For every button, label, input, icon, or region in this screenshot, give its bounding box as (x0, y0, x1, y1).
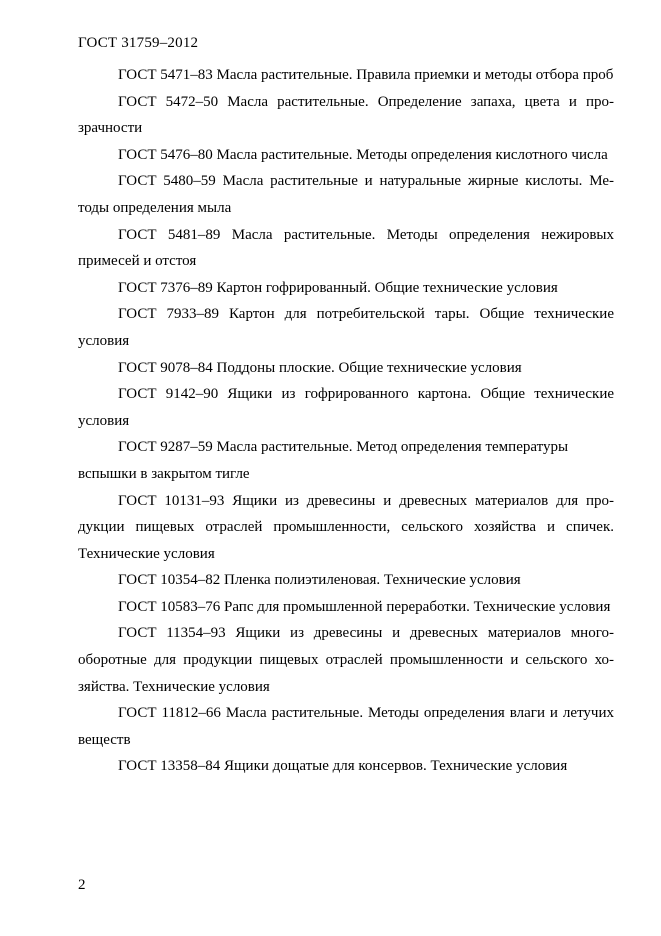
reference-title: Пленка полиэтиленовая. Технические условия (223, 572, 521, 589)
reference-title: Ящики из древесины и древесных материалов для продукции пищевых отраслей промышленности, сельского хозяйства и спичек. Технические условия (78, 492, 615, 562)
reference-code: ГОСТ 13358–84 (118, 758, 221, 775)
reference-title: Масла растительные. Методы определения влаги и летучих веществ (78, 705, 614, 748)
reference-item (78, 168, 614, 221)
reference-title: Поддоны плоские. Общие технические условия (216, 359, 522, 376)
reference-code: ГОСТ 7933–89 (118, 306, 219, 323)
reference-title: Картон гофрированный. Общие технические условия (216, 279, 558, 296)
reference-item (78, 488, 614, 568)
reference-item (78, 142, 614, 169)
reference-title: Картон для потребительской тары. Общие технические условия (78, 306, 614, 349)
reference-title: Ящики из древесины и древесных материалов многооборотные для продукции пищевых отраслей промышленности и сельского хозяйства. Технические условия (78, 625, 614, 695)
reference-code: ГОСТ 5471–83 (118, 67, 213, 83)
reference-item (78, 434, 614, 487)
reference-item (78, 567, 614, 594)
reference-title: Ящики из гофрированного картона. Общие технические условия (78, 386, 615, 429)
reference-code: ГОСТ 5472–50 (118, 93, 219, 110)
reference-code: ГОСТ 11354–93 (118, 625, 226, 642)
reference-code: ГОСТ 11812–66 (118, 705, 221, 722)
reference-title: Рапс для промышленной переработки. Технические условия (223, 598, 611, 615)
reference-item (78, 381, 614, 434)
reference-code: ГОСТ 5476–80 (118, 146, 213, 163)
reference-code: ГОСТ 7376–89 (118, 279, 213, 296)
reference-title: Масла растительные. Определение запаха, цвета и прозрачности (78, 93, 615, 137)
reference-item (78, 355, 614, 382)
reference-code: ГОСТ 9287–59 (118, 439, 213, 456)
reference-code: ГОСТ 10131–93 (118, 492, 225, 509)
page-number: 2 (78, 877, 86, 893)
reference-item (78, 620, 614, 700)
reference-item (78, 301, 614, 354)
reference-code: ГОСТ 9078–84 (118, 359, 213, 376)
reference-title: Масла растительные и натуральные жирные кислоты. Методы определения мыла (78, 173, 614, 216)
reference-title: Масла растительные. Методы определения нежировых примесей и отстоя (78, 226, 615, 270)
reference-item (78, 62, 614, 89)
reference-title: Масла растительные. Метод определения температуры вспышки в закрытом тигле (78, 439, 569, 482)
reference-item (78, 89, 614, 142)
reference-item (78, 275, 614, 302)
reference-list (78, 62, 614, 780)
reference-title: Масла растительные. Методы определения кислотного числа (216, 146, 608, 163)
page-header: ГОСТ 31759–2012 (78, 35, 199, 51)
reference-code: ГОСТ 9142–90 (118, 386, 219, 403)
reference-code: ГОСТ 10583–76 (118, 598, 221, 615)
reference-item (78, 222, 614, 275)
reference-code: ГОСТ 10354–82 (118, 572, 221, 589)
reference-title: Масла растительные. Правила приемки и методы отбора проб (216, 67, 614, 83)
reference-code: ГОСТ 5481–89 (118, 226, 221, 243)
reference-title: Ящики дощатые для консервов. Технические условия (223, 758, 568, 775)
reference-item (78, 594, 614, 621)
reference-item (78, 700, 614, 753)
reference-code: ГОСТ 5480–59 (118, 173, 216, 190)
reference-item (78, 753, 614, 780)
